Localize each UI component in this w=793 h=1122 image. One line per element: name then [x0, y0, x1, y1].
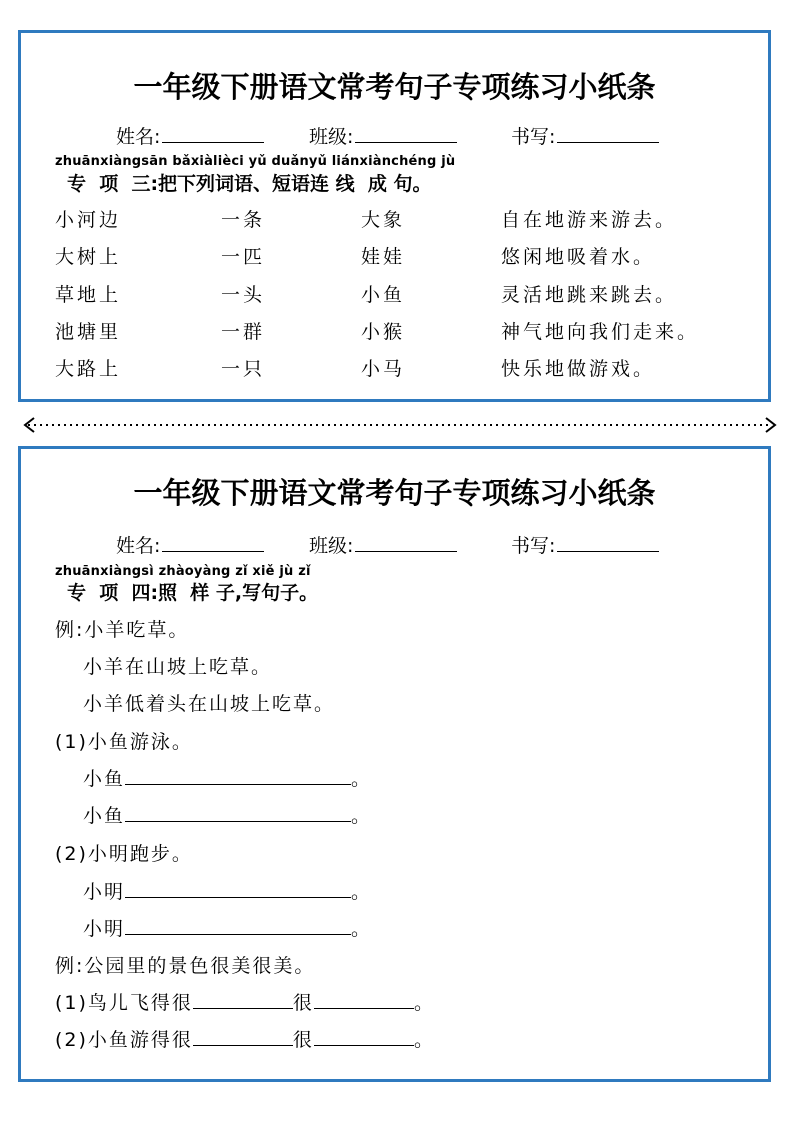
answer-prefix: 小鱼: [83, 768, 126, 790]
class-field[interactable]: [309, 122, 457, 149]
question3-line: [55, 988, 435, 1015]
match-measure[interactable]: 一头: [221, 284, 266, 306]
card-title: 一年级下册语文常考句子专项练习小纸条: [133, 476, 656, 510]
writing-label: 书写:: [511, 535, 556, 557]
class-label: 班级:: [309, 535, 354, 557]
match-row: [21, 242, 768, 272]
period-mark: 。: [413, 992, 435, 1014]
period-mark: 。: [351, 768, 373, 790]
question1-answer-line: [83, 764, 372, 791]
match-measure[interactable]: 一只: [221, 358, 266, 380]
period-mark: 。: [413, 1029, 435, 1051]
name-blank[interactable]: [162, 124, 264, 143]
example1-text: 例:小羊吃草。: [55, 619, 190, 641]
period-mark: 。: [351, 918, 373, 940]
section4-heading: 专 项 四:照 样 子,写句子。: [67, 582, 319, 604]
match-measure[interactable]: 一群: [221, 321, 266, 343]
answer-blank[interactable]: [125, 879, 351, 898]
question4-start: (2)小鱼游得很: [55, 1029, 193, 1051]
writing-label: 书写:: [511, 126, 556, 148]
question1-answer-line: [83, 801, 372, 828]
section4-pinyin: zhuānxiàngsì zhàoyàng zǐ xiě jù zǐ: [55, 564, 311, 579]
answer-blank[interactable]: [314, 990, 414, 1009]
answer-blank[interactable]: [193, 1027, 293, 1046]
writing-field[interactable]: [511, 531, 659, 558]
class-field[interactable]: [309, 531, 457, 558]
hen-word: 很: [292, 1029, 314, 1051]
worksheet-card-2: [18, 446, 771, 1082]
section3-heading: 专 项 三:把下列词语、短语连 线 成 句。: [67, 173, 432, 195]
match-animal[interactable]: 小马: [361, 358, 406, 380]
example1-answer-a: 小羊在山坡上吃草。: [83, 656, 273, 678]
match-place[interactable]: 大树上: [55, 246, 122, 268]
question1-text: (1)小鱼游泳。: [55, 731, 193, 753]
writing-blank[interactable]: [557, 124, 659, 143]
answer-blank[interactable]: [125, 916, 351, 935]
match-animal[interactable]: 娃娃: [361, 246, 406, 268]
answer-blank[interactable]: [193, 990, 293, 1009]
match-action[interactable]: 快乐地做游戏。: [501, 358, 656, 380]
match-action[interactable]: 悠闲地吸着水。: [501, 246, 656, 268]
match-measure[interactable]: 一匹: [221, 246, 266, 268]
match-row: [21, 354, 768, 384]
answer-prefix: 小明: [83, 881, 126, 903]
question2-answer-line: [83, 877, 372, 904]
match-place[interactable]: 草地上: [55, 284, 122, 306]
name-field[interactable]: [116, 531, 264, 558]
section3-pinyin: zhuānxiàngsān bǎxiàlièci yǔ duǎnyǔ liánxiànchéng jù: [55, 154, 456, 169]
match-place[interactable]: 小河边: [55, 209, 122, 231]
question4-line: [55, 1025, 435, 1052]
match-place[interactable]: 池塘里: [55, 321, 122, 343]
match-row: [21, 280, 768, 310]
name-label: 姓名:: [116, 535, 161, 557]
match-action[interactable]: 自在地游来游去。: [501, 209, 678, 231]
writing-blank[interactable]: [557, 533, 659, 552]
question2-text: (2)小明跑步。: [55, 843, 193, 865]
cut-line-divider: [22, 415, 778, 435]
answer-prefix: 小明: [83, 918, 126, 940]
match-animal[interactable]: 小鱼: [361, 284, 406, 306]
class-label: 班级:: [309, 126, 354, 148]
name-blank[interactable]: [162, 533, 264, 552]
period-mark: 。: [351, 881, 373, 903]
card-title: 一年级下册语文常考句子专项练习小纸条: [133, 70, 656, 104]
class-blank[interactable]: [355, 124, 457, 143]
match-action[interactable]: 神气地向我们走来。: [501, 321, 700, 343]
example2-text: 例:公园里的景色很美很美。: [55, 955, 316, 977]
example1-answer-b: 小羊低着头在山坡上吃草。: [83, 693, 336, 715]
answer-prefix: 小鱼: [83, 805, 126, 827]
answer-blank[interactable]: [125, 803, 351, 822]
match-row: [21, 317, 768, 347]
period-mark: 。: [351, 805, 373, 827]
match-place[interactable]: 大路上: [55, 358, 122, 380]
worksheet-card-1: [18, 30, 771, 402]
writing-field[interactable]: [511, 122, 659, 149]
class-blank[interactable]: [355, 533, 457, 552]
match-animal[interactable]: 大象: [361, 209, 406, 231]
match-action[interactable]: 灵活地跳来跳去。: [501, 284, 678, 306]
answer-blank[interactable]: [314, 1027, 414, 1046]
question2-answer-line: [83, 914, 372, 941]
match-measure[interactable]: 一条: [221, 209, 266, 231]
match-animal[interactable]: 小猴: [361, 321, 406, 343]
name-label: 姓名:: [116, 126, 161, 148]
match-row: [21, 205, 768, 235]
question3-start: (1)鸟儿飞得很: [55, 992, 193, 1014]
answer-blank[interactable]: [125, 766, 351, 785]
hen-word: 很: [292, 992, 314, 1014]
name-field[interactable]: [116, 122, 264, 149]
